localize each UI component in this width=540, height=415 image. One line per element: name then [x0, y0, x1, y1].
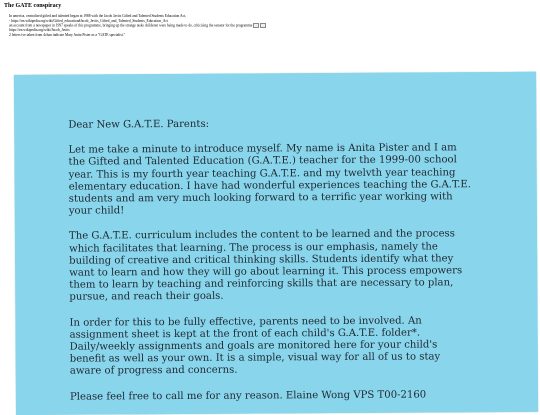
broken-image-icon[interactable]	[253, 23, 259, 28]
letter-line-cut: Please feel free to call me for any reason. Elaine Wong VPS T00-2160	[69, 389, 427, 403]
letter-line: year. This is my fourth year teaching G.A.T.E. and my twelvth year teaching	[68, 166, 456, 181]
page-title: The GATE conspiracy	[4, 3, 62, 9]
letter-line: building of creative and critical thinking skills. Students identify what they	[69, 253, 454, 267]
intro-line-letters: 2 letters ive taken from 4chan indicate Mary Anita Pister as a "GATE specialist."	[9, 32, 126, 37]
intro-line-act: In america, centralised gifted and talented began in 1988 with the Jacob Javits Gifted and Talented Students Education Act,	[9, 14, 187, 18]
letter-line: want to learn and how they will go about learning it. This process empowers	[69, 265, 463, 279]
letter-line: aware of progress and concerns.	[69, 365, 238, 378]
letter-line: pursue, and reach their goals.	[69, 291, 224, 304]
intro-line-newspaper-text: an account from a newspaper in 1997 speaks of this programme, bringing up the strange tasks childeren were being made to do, criticising the senator for the programme	[9, 23, 253, 28]
letter-salutation: Dear New G.A.T.E. Parents:	[68, 118, 210, 131]
letter-line: your child!	[68, 205, 125, 217]
letter-paragraph-parents	[69, 314, 538, 378]
letter-paragraph-intro	[68, 142, 538, 218]
letter-line: In order for this to be fully effective, parents need to be involved. An	[69, 315, 422, 329]
letter-body	[68, 117, 538, 404]
letter-paragraph-contact	[70, 388, 538, 403]
letter-line: assignment sheet is kept at the front of each child's G.A.T.E. folder*.	[69, 327, 421, 341]
letter-line: elementary education. I have had wonderful experiences teaching the G.A.T.E.	[68, 179, 471, 193]
letter-line: benefit as well as your own. It is a simple, visual way for all of us to stay	[69, 351, 441, 365]
intro-line-javits-link[interactable]: https://en.wikipedia.org/wiki/Jacob_Javits	[9, 28, 70, 33]
letter-line: The G.A.T.E. curriculum includes the content to be learned and the process	[68, 228, 455, 243]
letter-line: them to learn by teaching and reinforcing skills that are necessary to plan,	[69, 277, 454, 291]
letter-line: which facilitates that learning. The process is our emphasis, namely the	[69, 241, 438, 255]
letter-line: Let me take a minute to introduce myself. My name is Anita Pister and I am	[68, 142, 457, 156]
intro-line-gifted-link[interactable]: - https://en.wikipedia.org/wiki/Gifted_education#Jacob_Javits_Gifted_and_Talented_Students_Education_Act	[9, 18, 169, 23]
letter-paragraph-curriculum	[69, 228, 538, 304]
letter-line: Daily/weekly assignments and goals are monitored here for your child's	[69, 339, 438, 353]
letter-image	[14, 72, 538, 415]
broken-image-icon[interactable]	[260, 23, 266, 28]
letter-line: students and am very much looking forward to a terrific year working with	[68, 191, 453, 205]
intro-text	[9, 14, 537, 37]
letter-line: the Gifted and Talented Education (G.A.T.E.) teacher for the 1999-00 school	[68, 154, 457, 169]
